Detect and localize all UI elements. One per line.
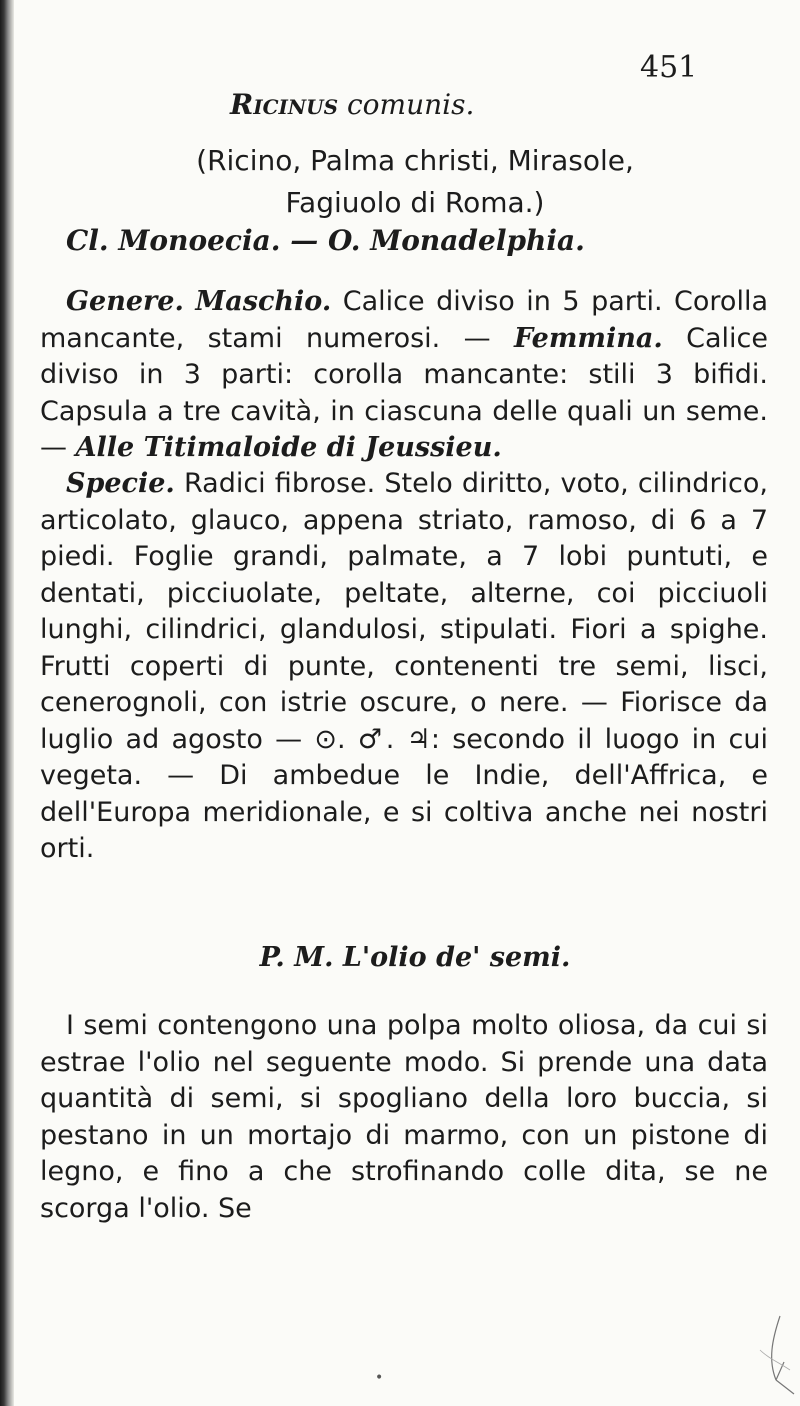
section-subheading: P. M. L'olio de' semi.: [259, 942, 571, 973]
genus-description: [40, 284, 768, 467]
common-names-line-2: Fagiuolo di Roma.): [285, 186, 545, 219]
stray-ink-dot: •: [375, 1370, 384, 1386]
oil-paragraph: I semi contengono una polpa molto oliosa, da cui si estrae l'olio nel seguente modo. Si prende una data quantità di semi, si spogliano della loro buccia, si pestano in un mortajo di marmo, con un pistone di legno, e fino a che strofinando colle dita, se ne scorga l'olio. Se: [40, 1010, 768, 1224]
common-names-line-1: (Ricino, Palma christi, Mirasole,: [196, 144, 634, 177]
running-title-genus: Ricinus: [230, 88, 339, 121]
classification: Cl. Monoecia. — O. Monadelphia.: [66, 224, 585, 257]
genus-paragraph: [40, 284, 768, 467]
oil-description: [40, 1008, 768, 1227]
family-reference: Alle Titimaloide di Jeussieu.: [75, 432, 502, 463]
female-label: Femmina.: [513, 322, 663, 354]
species-paragraph: [40, 466, 768, 868]
genus-text-male: Calice diviso in 5 parti. Corolla mancante, stami numerosi. —: [40, 286, 768, 354]
page-binding-edge: [0, 0, 14, 1406]
genus-text-female: Calice diviso in 3 parti: corolla mancante: stili 3 bifidi. Capsula a tre cavità, in ciascuna delle quali un seme. —: [40, 322, 768, 463]
running-title: [230, 88, 474, 121]
running-title-species: comunis.: [346, 88, 475, 121]
species-description: [40, 466, 768, 868]
common-names: [60, 140, 770, 224]
species-text: Radici fibrose. Stelo diritto, voto, cilindrico, articolato, glauco, appena striato, ramoso, di 6 a 7 piedi. Foglie grandi, palmate, a 7 lobi puntuti, e dentati, picciuolate, peltate, alterne, coi picciuoli lunghi, cilindrici, glandulosi, stipulati. Fiori a spighe. Frutti coperti di punte, contenenti tre semi, lisci, cenerognoli, con istrie oscure, o nere. — Fiorisce da luglio ad agosto — ⊙. ♂. ♃: secondo il luogo in cui vegeta. — Di ambedue le Indie, dell'Affrica, e dell'Europa meridionale, e si coltiva anche nei nostri orti.: [40, 468, 768, 864]
male-label: Maschio.: [195, 286, 332, 317]
species-lead: Specie.: [66, 468, 175, 499]
genus-lead: Genere.: [66, 286, 184, 317]
pencil-mark-decoration: [750, 1310, 800, 1406]
page-number: 451: [640, 50, 698, 85]
